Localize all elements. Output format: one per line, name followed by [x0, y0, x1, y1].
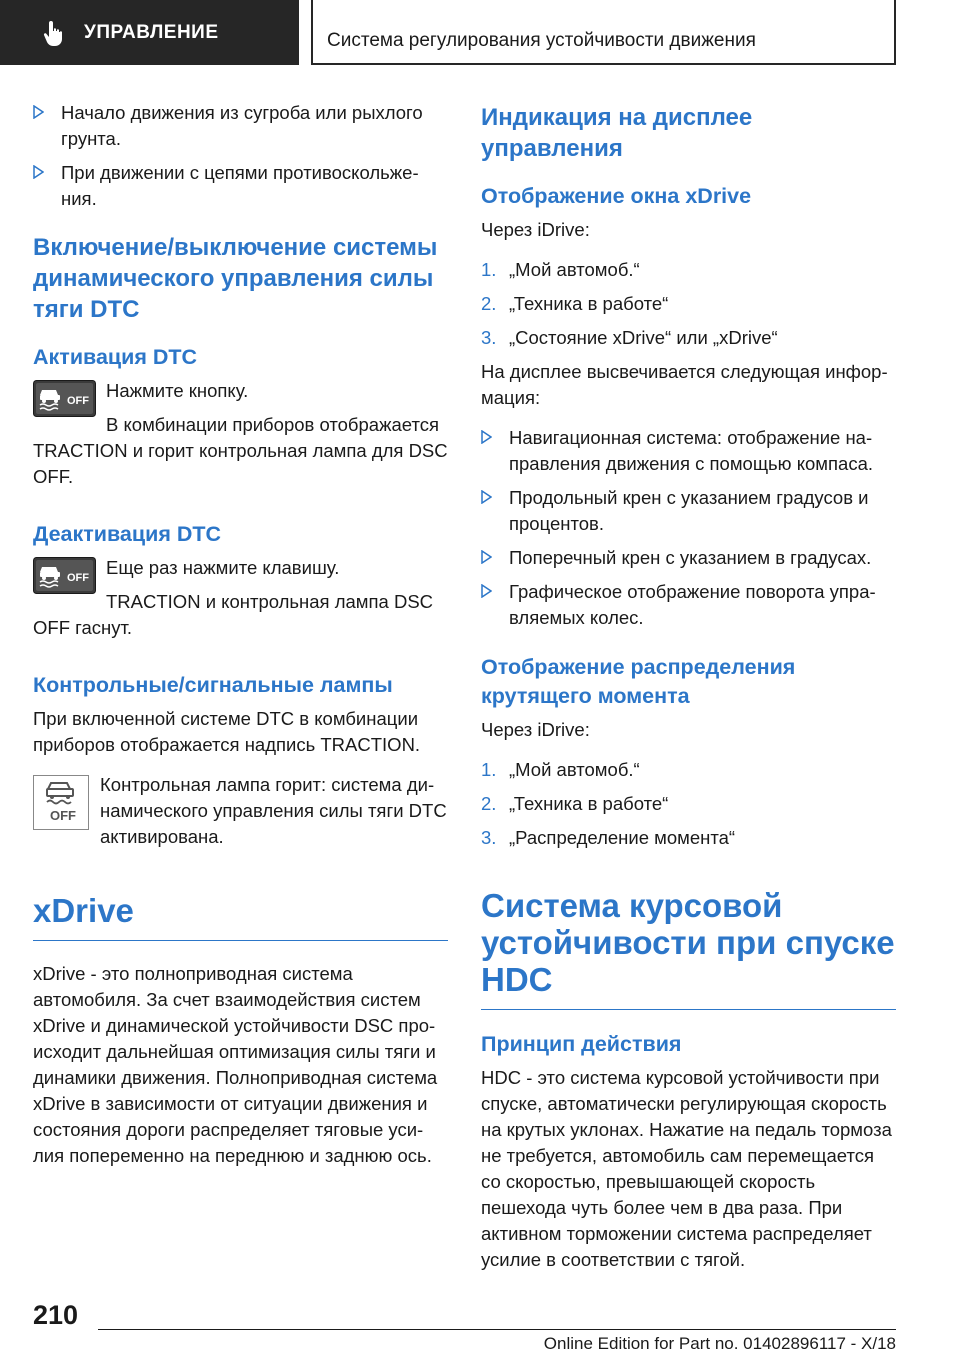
footer-divider [98, 1329, 896, 1330]
svg-text:OFF: OFF [67, 572, 89, 584]
xdrive-window-heading: Отображение окна xDrive [481, 184, 752, 208]
xdrive-heading: xDrive [33, 892, 448, 941]
list-item: 3. „Состояние xDrive“ или „xDrive“ [481, 327, 778, 348]
display-heading: Индикация на дисплее управления [481, 104, 753, 162]
triangle-bullet-icon [33, 165, 44, 179]
header-title: Система регулирования устойчивости движения [327, 30, 756, 51]
xdrive-window-bullets [481, 425, 896, 631]
xdrive-text: xDrive - это полноприводная система автомобиля. За счет взаимодействия систем xDrive и динамической устойчивости DSC происходит дальнейшая оптимизация силы тяги и динамики движения. Полноприводная система xDrive в зависимости от ситуации движения и состояния дороги распределяет тяговые усилия попеременно на переднюю и заднюю ось. [33, 963, 438, 1166]
header-title-box [311, 0, 896, 65]
xdrive-window-steps [481, 257, 896, 351]
list-item: При движении с цепями противоскольжения. [33, 160, 448, 212]
triangle-bullet-icon [481, 490, 492, 504]
deactivation-line1: Еще раз нажмите клавишу. [106, 557, 340, 578]
hdc-heading: Система курсовой устойчивости при спуске HDC [481, 887, 896, 1010]
lamps-heading: Контрольные/сигнальные лампы [33, 673, 393, 697]
list-item: 2. „Техника в работе“ [481, 293, 669, 314]
triangle-bullet-icon [33, 105, 44, 119]
list-item: Графическое отображение поворота управляемых колес. [481, 579, 896, 631]
xdrive-window-via: Через iDrive: [481, 219, 590, 240]
triangle-bullet-icon [481, 584, 492, 598]
deactivation-heading: Деактивация DTC [33, 522, 222, 546]
dtc-off-button-icon [33, 380, 96, 417]
header-tab [0, 0, 299, 65]
xdrive-window-info: На дисплее высвечивается следующая информация: [481, 361, 888, 408]
dsc-off-warning-lamp-icon [33, 775, 89, 830]
page-number: 210 [33, 1300, 79, 1330]
header-tab-label: УПРАВЛЕНИЕ [84, 21, 219, 43]
activation-heading: Активация DTC [33, 345, 198, 369]
left-bullet-list [33, 100, 448, 212]
hand-pointer-icon [40, 18, 70, 48]
warning-lamp-text: Контрольная лампа горит: система динамического управления силы тяги DTC активирована. [100, 774, 447, 847]
warning-lamp-block [33, 772, 448, 850]
torque-heading: Отображение распределения крутящего момента [481, 655, 796, 708]
triangle-bullet-icon [481, 550, 492, 564]
activation-line1: Нажмите кнопку. [106, 380, 249, 401]
lamps-text: При включенной системе DTC в комбинации приборов отображается надпись TRACTION. [33, 708, 421, 755]
svg-text:OFF: OFF [67, 395, 89, 407]
hdc-text: HDC - это система курсовой устойчивости при спуске, автоматически регулирующая скорость на крутых уклонах. Нажатие на педаль тормоза не требуется, автомобиль сам перемещается со скоростью, превышающей скорость пешехода чуть более чем в два раза. При активном торможении система распределяет усилие в соответствии с тягой. [481, 1067, 892, 1270]
list-item: 3. „Распределение момента“ [481, 827, 736, 848]
triangle-bullet-icon [481, 430, 492, 444]
hdc-principle-heading: Принцип действия [481, 1032, 682, 1056]
list-item: 1. „Мой автомоб.“ [481, 259, 640, 280]
list-item: 2. „Техника в работе“ [481, 793, 669, 814]
list-item: Навигационная система: отображение направления движения с помощью компаса. [481, 425, 896, 477]
deactivation-block [33, 555, 448, 641]
dtc-off-button-icon [33, 557, 96, 594]
activation-line2: В комбинации приборов отображается TRACTION и горит контрольная лампа для DSC OFF. [33, 414, 448, 487]
list-item: Продольный крен с указанием градусов и процентов. [481, 485, 896, 537]
list-item: Поперечный крен с указанием в градусах. [481, 545, 896, 571]
activation-block [33, 378, 448, 490]
left-column [33, 100, 448, 1169]
dtc-section-heading: Включение/выключение системы динамического управления силы тяги DTC [33, 234, 438, 323]
footer-edition: Online Edition for Part no. 01402896117 - X/18 [543, 1334, 896, 1353]
svg-text:OFF: OFF [50, 808, 76, 823]
list-item: 1. „Мой автомоб.“ [481, 759, 640, 780]
torque-steps [481, 757, 896, 851]
list-item: Начало движения из сугроба или рыхлого грунта. [33, 100, 448, 152]
torque-via: Через iDrive: [481, 719, 590, 740]
deactivation-line2: TRACTION и контрольная лампа DSC OFF гаснут. [33, 591, 434, 638]
right-column [481, 100, 896, 1273]
